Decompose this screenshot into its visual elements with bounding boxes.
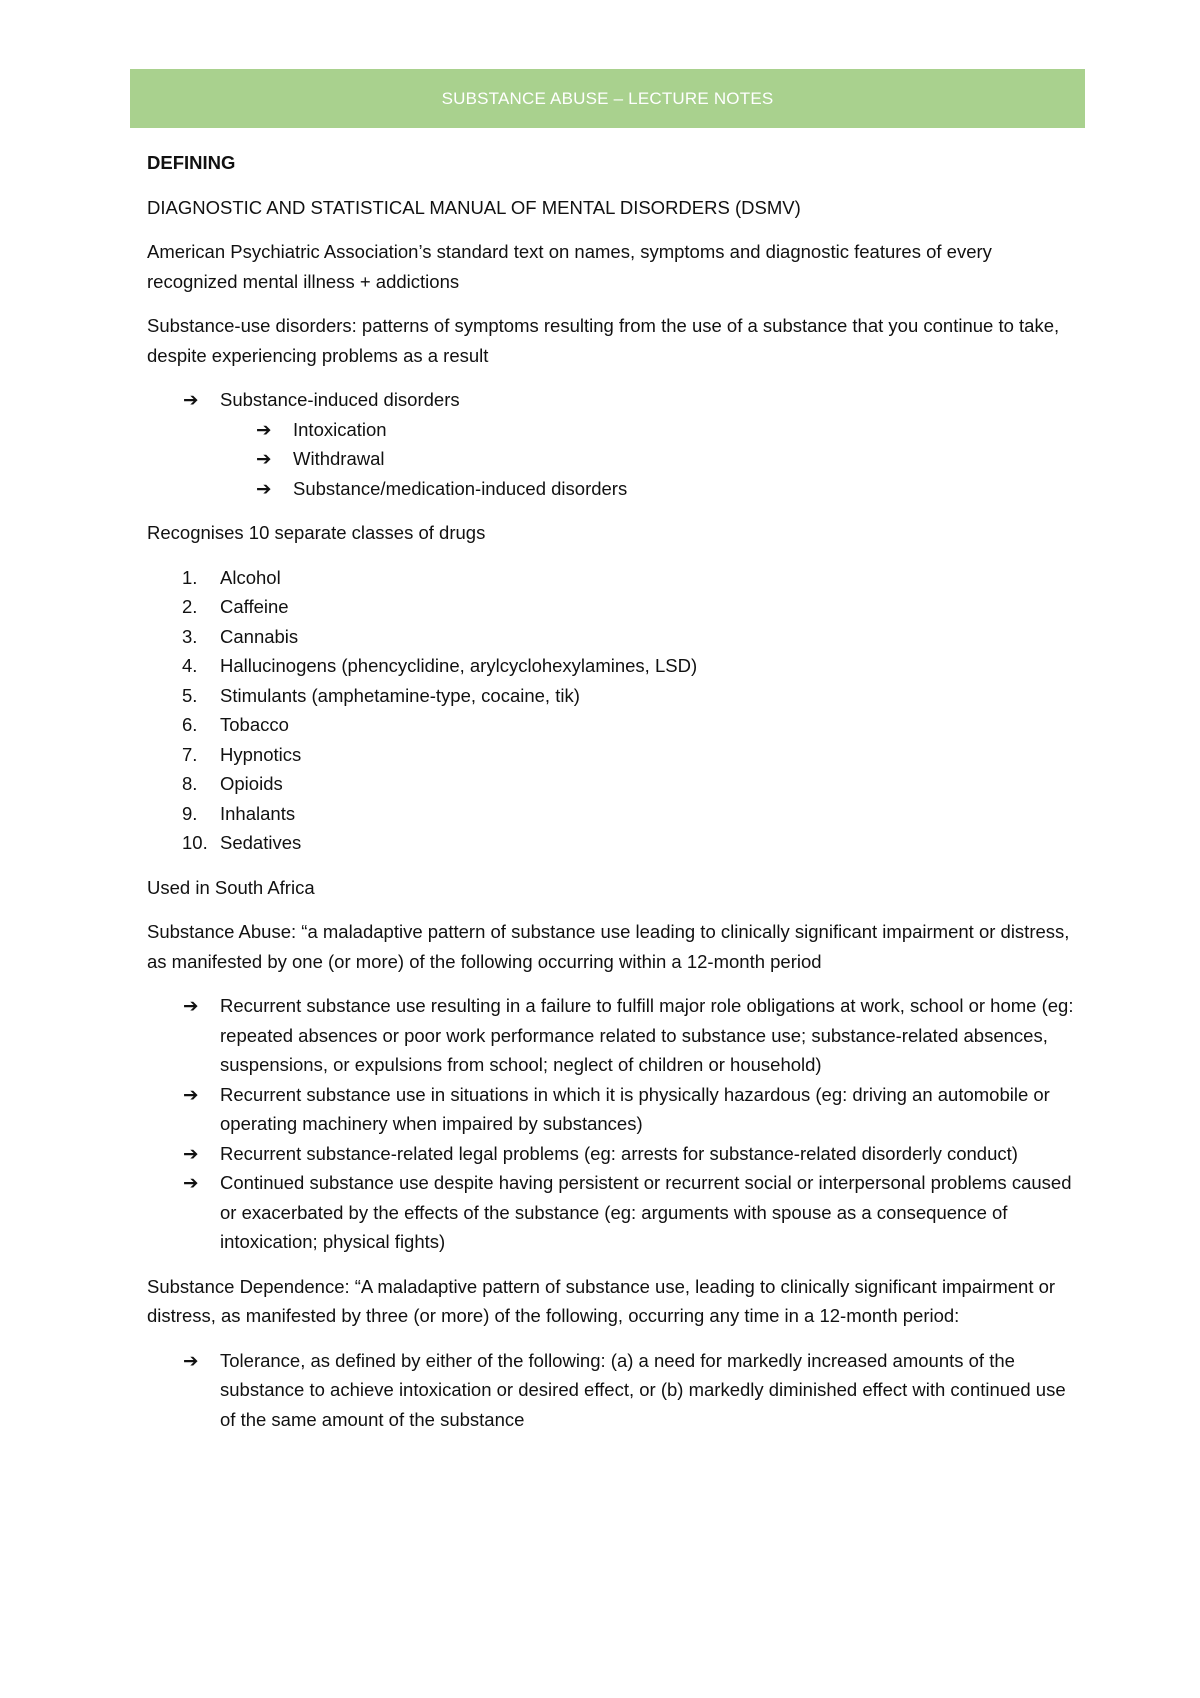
sud-definition: Substance-use disorders: patterns of symptoms resulting from the use of a substance that you continue to take, despite experiencing problems as a result [147, 315, 1060, 366]
item-text: Sedatives [220, 832, 302, 853]
item-number: 6. [182, 714, 198, 735]
title-banner [130, 69, 1085, 128]
list-item [220, 474, 1077, 504]
arrow-icon: ➔ [256, 418, 272, 440]
list-item [147, 622, 1077, 652]
arrow-icon: ➔ [183, 1172, 199, 1193]
arrow-icon: ➔ [183, 389, 199, 410]
item-number: 5. [182, 684, 198, 706]
list-item [220, 415, 1077, 445]
criterion-text: Recurrent substance-related legal problems (eg: arrests for substance-related disorderly conduct) [220, 1142, 1018, 1164]
section-heading: DEFINING [147, 152, 236, 173]
item-text: Hypnotics [220, 743, 302, 765]
list-item [147, 385, 1077, 503]
list-item [147, 740, 1077, 770]
item-text: Alcohol [220, 566, 281, 588]
item-text: Inhalants [220, 802, 296, 824]
item-number: 3. [182, 625, 198, 647]
item-number: 1. [182, 566, 198, 588]
item-number: 10. [182, 832, 208, 853]
classes-intro: Recognises 10 separate classes of drugs [147, 522, 486, 543]
arrow-icon: ➔ [183, 1142, 199, 1164]
dsm-description: American Psychiatric Association’s standard text on names, symptoms and diagnostic features of every recognized mental illness + addictions [147, 241, 992, 292]
criterion-text: Recurrent substance use in situations in which it is physically hazardous (eg: driving an automobile or operating machinery when impaired by substances) [220, 1083, 1050, 1134]
item-text: Cannabis [220, 625, 299, 647]
list-item [147, 592, 1077, 622]
arrow-icon: ➔ [256, 477, 272, 499]
list-item [147, 563, 1077, 593]
induced-label: Substance-induced disorders [220, 389, 460, 410]
item-number: 2. [182, 596, 198, 617]
item-text: Stimulants (amphetamine-type, cocaine, tik) [220, 684, 580, 706]
list-item [147, 1168, 1077, 1257]
arrow-icon: ➔ [183, 1349, 199, 1371]
item-number: 4. [182, 655, 198, 676]
arrow-icon: ➔ [256, 448, 272, 469]
sub-item-text: Intoxication [293, 418, 387, 440]
dependence-criteria-list [147, 1346, 1077, 1435]
list-item [220, 444, 1077, 474]
drug-classes-list [147, 563, 1077, 858]
criterion-text: Continued substance use despite having persistent or recurrent social or interpersonal problems caused or exacerbated by the effects of the substance (eg: arguments with spouse as a consequence of intoxication; physical fights) [220, 1172, 1072, 1252]
list-item [147, 769, 1077, 799]
list-item [147, 1346, 1077, 1435]
list-item [147, 681, 1077, 711]
list-item [147, 710, 1077, 740]
abuse-criteria-list [147, 991, 1077, 1257]
list-item [147, 1080, 1077, 1139]
list-item [147, 651, 1077, 681]
arrow-icon: ➔ [183, 995, 199, 1016]
item-text: Hallucinogens (phencyclidine, arylcyclohexylamines, LSD) [220, 655, 698, 676]
list-item [147, 799, 1077, 829]
dsm-title: DIAGNOSTIC AND STATISTICAL MANUAL OF MENTAL DISORDERS (DSMV) [147, 196, 801, 218]
used-in-sa: Used in South Africa [147, 876, 315, 898]
document-title: SUBSTANCE ABUSE – LECTURE NOTES [441, 88, 774, 108]
item-number: 9. [182, 802, 198, 824]
induced-sublist [220, 415, 1077, 504]
arrow-icon: ➔ [183, 1083, 199, 1105]
sub-item-text: Substance/medication-induced disorders [293, 477, 628, 499]
criterion-text: Recurrent substance use resulting in a failure to fulfill major role obligations at work, school or home (eg: repeated absences or poor work performance related to substance use; substance-related absences, suspensions, or expulsions from school; neglect of children or household) [220, 995, 1074, 1075]
item-number: 7. [182, 743, 198, 765]
document-body [147, 148, 1077, 1449]
item-number: 8. [182, 773, 198, 794]
item-text: Tobacco [220, 714, 289, 735]
list-item [147, 1139, 1077, 1169]
item-text: Caffeine [220, 596, 289, 617]
item-text: Opioids [220, 773, 283, 794]
dependence-definition: Substance Dependence: “A maladaptive pattern of substance use, leading to clinically significant impairment or distress, as manifested by three (or more) of the following, occurring any time in a 12-month period: [147, 1275, 1056, 1326]
induced-disorders-list [147, 385, 1077, 503]
sub-item-text: Withdrawal [293, 448, 385, 469]
list-item [147, 991, 1077, 1080]
list-item [147, 828, 1077, 858]
abuse-definition: Substance Abuse: “a maladaptive pattern of substance use leading to clinically significant impairment or distress, as manifested by one (or more) of the following occurring within a 12-month period [147, 921, 1070, 972]
criterion-text: Tolerance, as defined by either of the following: (a) a need for markedly increased amounts of the substance to achieve intoxication or desired effect, or (b) markedly diminished effect with continued use of the same amount of the substance [220, 1349, 1066, 1430]
